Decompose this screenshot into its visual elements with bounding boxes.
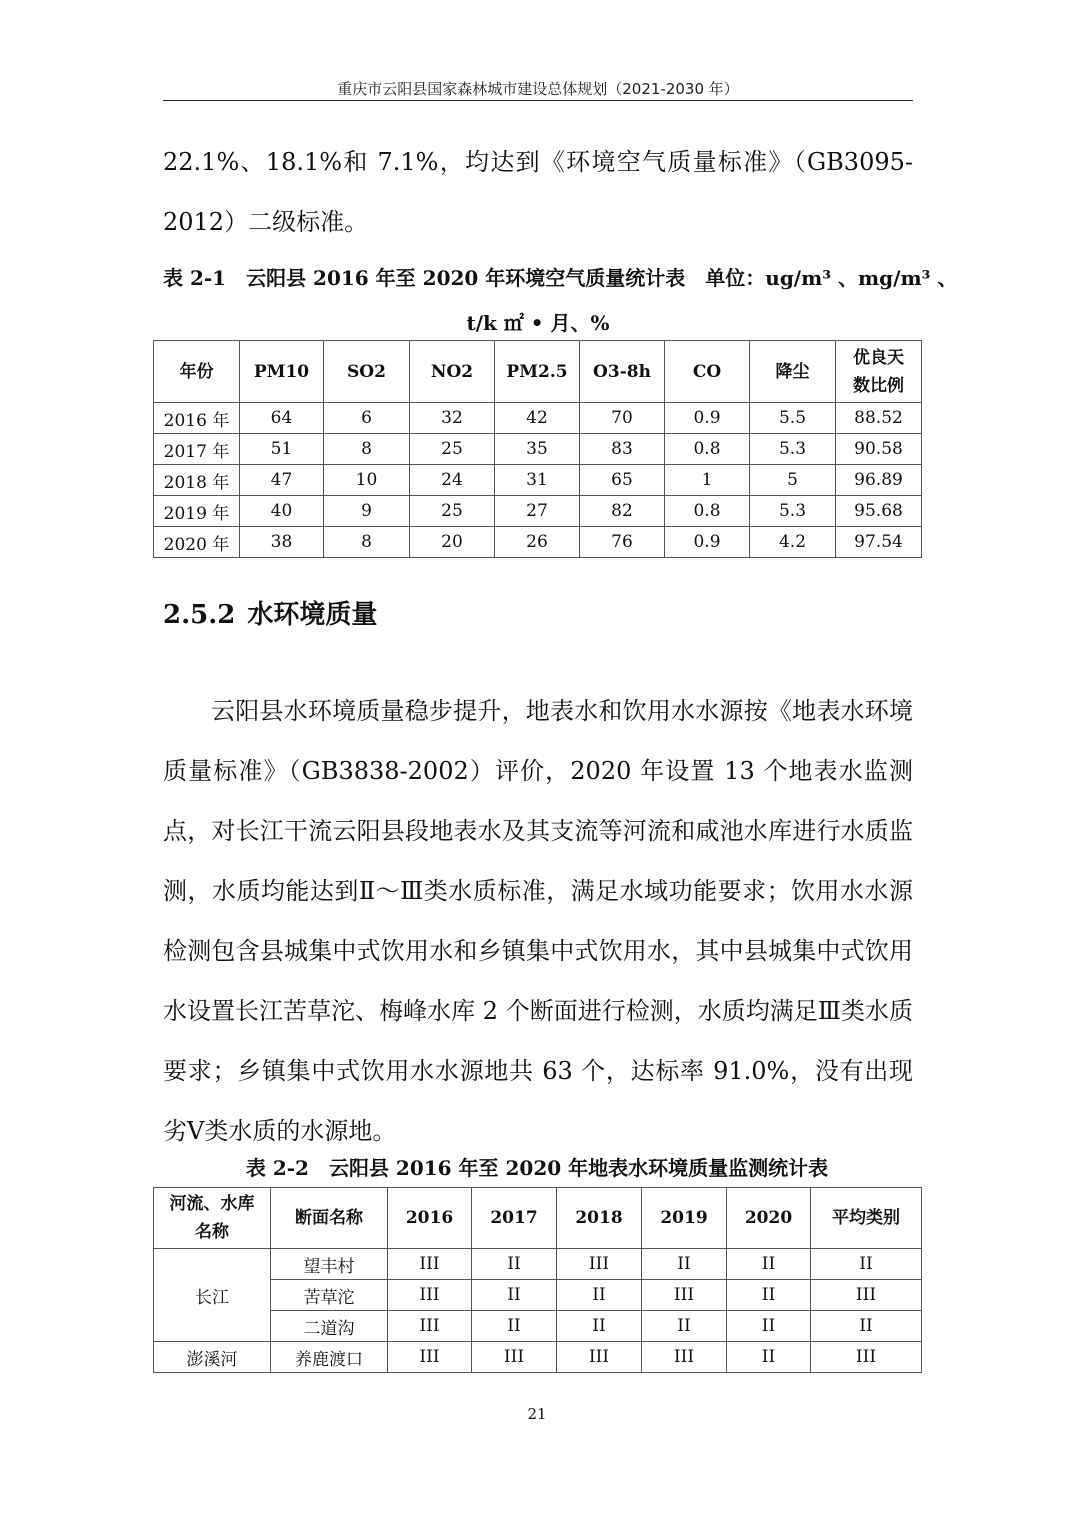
river-name-cell: 澎溪河 xyxy=(154,1342,271,1373)
table-cell: 88.52 xyxy=(836,403,922,434)
table-cell: II xyxy=(727,1280,811,1311)
table-cell: III xyxy=(557,1342,642,1373)
table-cell: III xyxy=(388,1280,472,1311)
table-cell: 64 xyxy=(240,403,324,434)
table-cell: 4.2 xyxy=(750,527,836,558)
table-cell: 51 xyxy=(240,434,324,465)
table-cell: 8 xyxy=(324,434,410,465)
table-header-row xyxy=(154,1188,922,1249)
table-cell: 0.9 xyxy=(665,403,750,434)
section-name-cell: 望丰村 xyxy=(271,1249,388,1280)
table-cell: 42 xyxy=(495,403,580,434)
table-cell: 5.3 xyxy=(750,496,836,527)
header-cell: 降尘 xyxy=(750,341,836,403)
table-cell: 24 xyxy=(410,465,495,496)
header-cell: 断面名称 xyxy=(271,1188,388,1249)
section-title-text: 水环境质量 xyxy=(247,600,378,630)
table-cell: III xyxy=(811,1280,922,1311)
section-name-cell: 养鹿渡口 xyxy=(271,1342,388,1373)
table-cell: 65 xyxy=(580,465,665,496)
air-quality-table xyxy=(153,340,922,558)
table-cell: 95.68 xyxy=(836,496,922,527)
section-number: 2.5.2 xyxy=(163,600,236,630)
table-cell: II xyxy=(642,1311,727,1342)
table-cell: III xyxy=(642,1342,727,1373)
table-cell: 2020 年 xyxy=(154,527,240,558)
table-row xyxy=(154,1342,922,1373)
header-cell: 2016 xyxy=(388,1188,472,1249)
table-cell: III xyxy=(472,1342,557,1373)
header-cell: PM2.5 xyxy=(495,341,580,403)
header-cell: NO2 xyxy=(410,341,495,403)
table1-caption-line1: 表 2-1 云阳县 2016 年至 2020 年环境空气质量统计表 单位：ug/m³ 、mg/m³ 、 xyxy=(163,266,958,290)
table-cell: II xyxy=(557,1311,642,1342)
table-cell: 76 xyxy=(580,527,665,558)
table-cell: 90.58 xyxy=(836,434,922,465)
table-cell: III xyxy=(388,1342,472,1373)
table-cell: 35 xyxy=(495,434,580,465)
table-cell: 26 xyxy=(495,527,580,558)
table-cell: 70 xyxy=(580,403,665,434)
table-row xyxy=(154,434,922,465)
page-number: 21 xyxy=(527,1405,547,1423)
table-cell: 5 xyxy=(750,465,836,496)
table-cell: 97.54 xyxy=(836,527,922,558)
section-heading xyxy=(163,594,377,631)
header-cell: 2019 xyxy=(642,1188,727,1249)
header-cell: CO xyxy=(665,341,750,403)
table-cell: II xyxy=(811,1249,922,1280)
table-cell: II xyxy=(472,1280,557,1311)
header-rule xyxy=(163,100,913,101)
table-cell: 9 xyxy=(324,496,410,527)
header-cell: 2020 xyxy=(727,1188,811,1249)
header-cell: 河流、水库名称 xyxy=(154,1188,271,1249)
table1-caption-line2: t/k ㎡ • 月、% xyxy=(466,311,610,335)
table-cell: 83 xyxy=(580,434,665,465)
table-cell: 2018 年 xyxy=(154,465,240,496)
table-cell: II xyxy=(557,1280,642,1311)
table-cell: III xyxy=(557,1249,642,1280)
running-header: 重庆市云阳县国家森林城市建设总体规划（2021-2030 年） xyxy=(337,80,739,98)
table-cell: 25 xyxy=(410,496,495,527)
table-cell: 25 xyxy=(410,434,495,465)
header-cell: SO2 xyxy=(324,341,410,403)
table-cell: II xyxy=(472,1249,557,1280)
table-cell: II xyxy=(727,1311,811,1342)
table-row xyxy=(154,527,922,558)
table-cell: 20 xyxy=(410,527,495,558)
table-cell: 27 xyxy=(495,496,580,527)
header-cell: 平均类别 xyxy=(811,1188,922,1249)
table-cell: 6 xyxy=(324,403,410,434)
paragraph-air-quality: 22.1%、18.1%和 7.1%，均达到《环境空气质量标准》（GB3095-2012）二级标准。 xyxy=(163,148,913,236)
table-cell: II xyxy=(811,1311,922,1342)
table2-caption: 表 2-2 云阳县 2016 年至 2020 年地表水环境质量监测统计表 xyxy=(245,1156,829,1180)
table-cell: II xyxy=(727,1249,811,1280)
table-cell: 96.89 xyxy=(836,465,922,496)
table-cell: 5.3 xyxy=(750,434,836,465)
table-cell: 5.5 xyxy=(750,403,836,434)
header-cell: 2017 xyxy=(472,1188,557,1249)
header-cell: O3-8h xyxy=(580,341,665,403)
header-cell: PM10 xyxy=(240,341,324,403)
paragraph-water-quality: 云阳县水环境质量稳步提升，地表水和饮用水水源按《地表水环境质量标准》（GB3838-2002）评价，2020 年设置 13 个地表水监测点，对长江干流云阳县段地表水及其支流等河流和咸池水库进行水质监测，水质均能达到Ⅱ～Ⅲ类水质标准，满足水域功能要求；饮用水水源检测包含县城集中式饮用水和乡镇集中式饮用水，其中县城集中式饮用水设置长江苦草沱、梅峰水库 2 个断面进行检测，水质均满足Ⅲ类水质要求；乡镇集中式饮用水水源地共 63 个，达标率 91.0%，没有出现劣Ⅴ类水质的水源地。 xyxy=(163,697,913,1145)
table-cell: 8 xyxy=(324,527,410,558)
table-cell: 1 xyxy=(665,465,750,496)
table-cell: 0.8 xyxy=(665,434,750,465)
table-cell: 2017 年 xyxy=(154,434,240,465)
table-row xyxy=(154,403,922,434)
table-cell: II xyxy=(642,1249,727,1280)
table-row xyxy=(154,465,922,496)
table-cell: 38 xyxy=(240,527,324,558)
table-cell: 31 xyxy=(495,465,580,496)
header-cell: 优良天数比例 xyxy=(836,341,922,403)
table-cell: 10 xyxy=(324,465,410,496)
table-cell: 32 xyxy=(410,403,495,434)
section-name-cell: 二道沟 xyxy=(271,1311,388,1342)
table-cell: 82 xyxy=(580,496,665,527)
section-name-cell: 苦草沱 xyxy=(271,1280,388,1311)
table-cell: III xyxy=(388,1311,472,1342)
header-cell: 2018 xyxy=(557,1188,642,1249)
table-cell: 47 xyxy=(240,465,324,496)
table-row xyxy=(154,496,922,527)
table-cell: III xyxy=(811,1342,922,1373)
table-cell: 0.9 xyxy=(665,527,750,558)
header-cell: 年份 xyxy=(154,341,240,403)
table-cell: 2019 年 xyxy=(154,496,240,527)
surface-water-table xyxy=(153,1187,922,1373)
river-name-cell: 长江 xyxy=(154,1249,271,1342)
table-row xyxy=(154,1249,922,1280)
table-cell: 2016 年 xyxy=(154,403,240,434)
table-header-row xyxy=(154,341,922,403)
table-cell: III xyxy=(642,1280,727,1311)
table-cell: 40 xyxy=(240,496,324,527)
table-cell: II xyxy=(727,1342,811,1373)
table-cell: III xyxy=(388,1249,472,1280)
table-cell: II xyxy=(472,1311,557,1342)
table-cell: 0.8 xyxy=(665,496,750,527)
